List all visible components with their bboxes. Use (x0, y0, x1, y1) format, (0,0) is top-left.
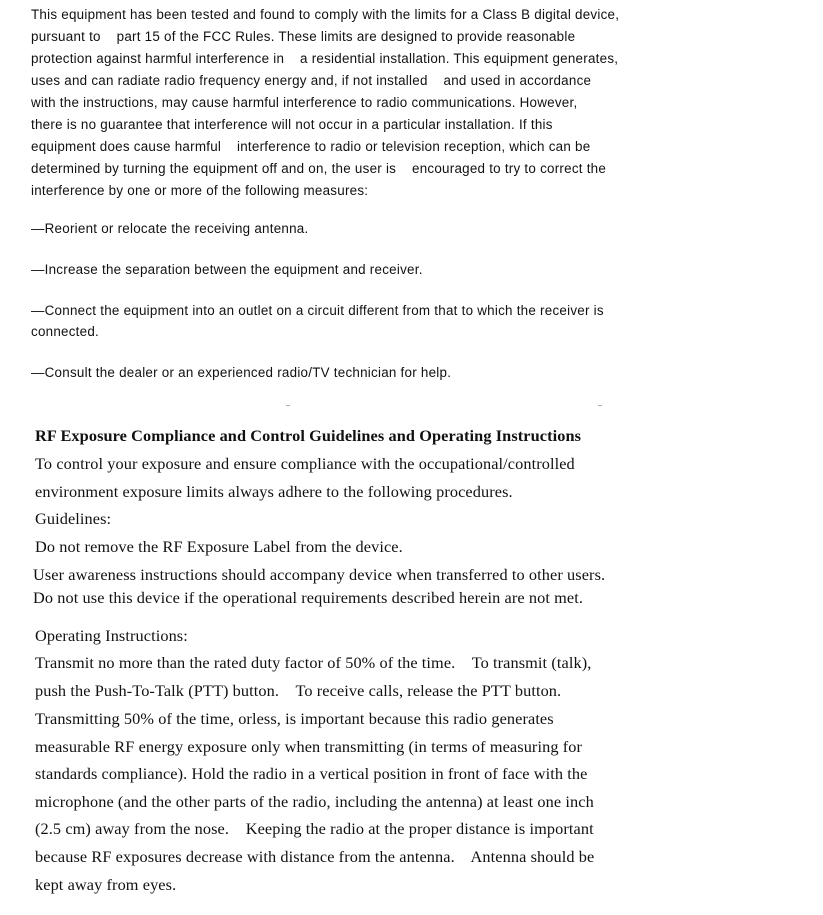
operating-line-5: standards compliance). Hold the radio in a vertical position in front of face with the (35, 764, 588, 783)
guideline-1: Do not remove the RF Exposure Label from the device. (35, 537, 403, 556)
fcc-line-3: protection against harmful interference in a residential installation. This equipment generates, (31, 51, 619, 66)
operating-line-7: (2.5 cm) away from the nose. Keeping the radio at the proper distance is important (35, 819, 594, 838)
fcc-line-5: with the instructions, may cause harmful interference to radio communications. However, (31, 95, 578, 110)
scan-mark (286, 405, 290, 406)
guideline-2: User awareness instructions should accompany device when transferred to other users. (33, 565, 606, 584)
operating-label: Operating Instructions: (35, 626, 188, 645)
guideline-3: Do not use this device if the operational requirements described herein are not met. (33, 588, 584, 607)
measure-consult: —Consult the dealer or an experienced radio/TV technician for help. (31, 365, 452, 380)
rf-intro-line-1: To control your exposure and ensure compliance with the occupational/controlled (35, 454, 575, 473)
measure-separation: —Increase the separation between the equipment and receiver. (31, 262, 423, 277)
fcc-line-9: interference by one or more of the following measures: (31, 183, 369, 198)
fcc-line-2: pursuant to part 15 of the FCC Rules. These limits are designed to provide reasonable (31, 29, 576, 44)
operating-line-1: Transmit no more than the rated duty factor of 50% of the time. To transmit (talk), (35, 653, 592, 672)
operating-line-9: kept away from eyes. (35, 875, 177, 894)
operating-line-6: microphone (and the other parts of the radio, including the antenna) at least one inch (35, 792, 594, 811)
fcc-line-1: This equipment has been tested and found to comply with the limits for a Class B digital device, (31, 7, 620, 22)
fcc-line-8: determined by turning the equipment off and on, the user is encouraged to try to correct the (31, 161, 607, 176)
operating-line-4: measurable RF energy exposure only when transmitting (in terms of measuring for (35, 737, 583, 756)
fcc-line-4: uses and can radiate radio frequency energy and, if not installed and used in accordance (31, 73, 592, 88)
measure-reorient: —Reorient or relocate the receiving antenna. (31, 221, 309, 236)
rf-heading: RF Exposure Compliance and Control Guidelines and Operating Instructions (35, 426, 582, 445)
operating-line-8: because RF exposures decrease with distance from the antenna. Antenna should be (35, 847, 595, 866)
scan-mark (598, 405, 602, 406)
rf-intro-line-2: environment exposure limits always adhere to the following procedures. (35, 482, 513, 501)
operating-line-2: push the Push-To-Talk (PTT) button. To receive calls, release the PTT button. (35, 681, 562, 700)
measure-outlet-line-2: connected. (31, 324, 100, 339)
operating-line-3: Transmitting 50% of the time, orless, is important because this radio generates (35, 709, 554, 728)
fcc-line-7: equipment does cause harmful interference to radio or television reception, which can be (31, 139, 591, 154)
guidelines-label: Guidelines: (35, 509, 112, 528)
fcc-line-6: there is no guarantee that interference will not occur in a particular installation. If this (31, 117, 553, 132)
measure-outlet-line-1: —Connect the equipment into an outlet on a circuit different from that to which the receiver is (31, 303, 604, 318)
